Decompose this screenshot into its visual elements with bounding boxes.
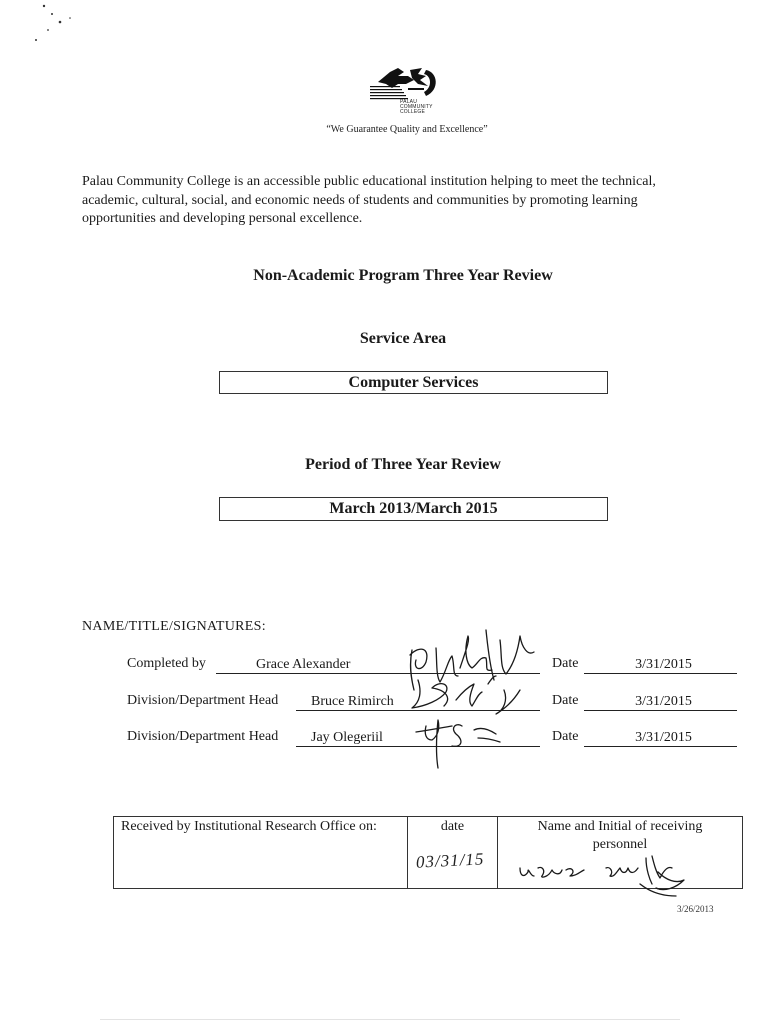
signature-date: 3/31/2015 xyxy=(635,730,692,745)
signature-name: Bruce Rimirch xyxy=(311,694,394,709)
signature-role: Completed by xyxy=(127,656,206,671)
received-label: Received by Institutional Research Office on: xyxy=(121,819,377,834)
mission-line: opportunities and developing personal excellence. xyxy=(82,211,363,226)
received-date-cell xyxy=(408,817,498,889)
scan-specks xyxy=(35,5,71,41)
received-personnel-cell xyxy=(498,817,743,889)
date-label: Date xyxy=(552,656,579,671)
mission-line: academic, cultural, social, and economic needs of students and communities by promoting learning xyxy=(82,192,638,208)
mission-line: Palau Community College is an accessible public educational institution helping to meet the technical, xyxy=(82,174,656,189)
signature-date: 3/31/2015 xyxy=(635,657,692,672)
handwritten-date: 03/31/15 xyxy=(415,849,485,872)
logo-line: COMMUNITY xyxy=(400,104,433,110)
signature-role: Division/Department Head xyxy=(127,693,279,708)
college-logo-icon xyxy=(368,64,442,102)
date-line xyxy=(584,656,737,674)
table-row xyxy=(114,817,743,889)
scan-edge-line xyxy=(100,1019,680,1020)
signatures-heading: NAME/TITLE/SIGNATURES: xyxy=(82,619,266,634)
signature-name-line xyxy=(296,729,540,747)
period-box: March 2013/March 2015 xyxy=(219,497,608,521)
date-line xyxy=(584,729,737,747)
signature-name-line xyxy=(296,693,540,711)
review-title: Non-Academic Program Three Year Review xyxy=(253,267,553,284)
date-label: Date xyxy=(552,693,579,708)
personnel-header: Name and Initial of receiving personnel xyxy=(537,819,703,852)
received-table xyxy=(113,816,743,889)
received-label-cell xyxy=(114,817,408,889)
date-header: date xyxy=(440,819,465,834)
signature-name: Jay Olegeriil xyxy=(311,730,383,745)
logo-line: COLLEGE xyxy=(400,109,426,115)
logo-line: PALAU xyxy=(400,99,418,105)
logo-wordmark xyxy=(400,100,433,115)
date-line xyxy=(584,693,737,711)
mission-statement xyxy=(82,173,656,229)
period-label: Period of Three Year Review xyxy=(305,456,501,473)
signature-role: Division/Department Head xyxy=(127,729,279,744)
signature-name: Grace Alexander xyxy=(256,657,351,672)
service-area-label: Service Area xyxy=(359,330,447,347)
date-label: Date xyxy=(552,729,579,744)
signature-name-line xyxy=(216,656,540,674)
signature-date: 3/31/2015 xyxy=(635,694,692,709)
service-area-box: Computer Services xyxy=(219,371,608,394)
form-revision-date: 3/26/2013 xyxy=(677,904,714,914)
tagline: “We Guarantee Quality and Excellence” xyxy=(326,124,488,135)
